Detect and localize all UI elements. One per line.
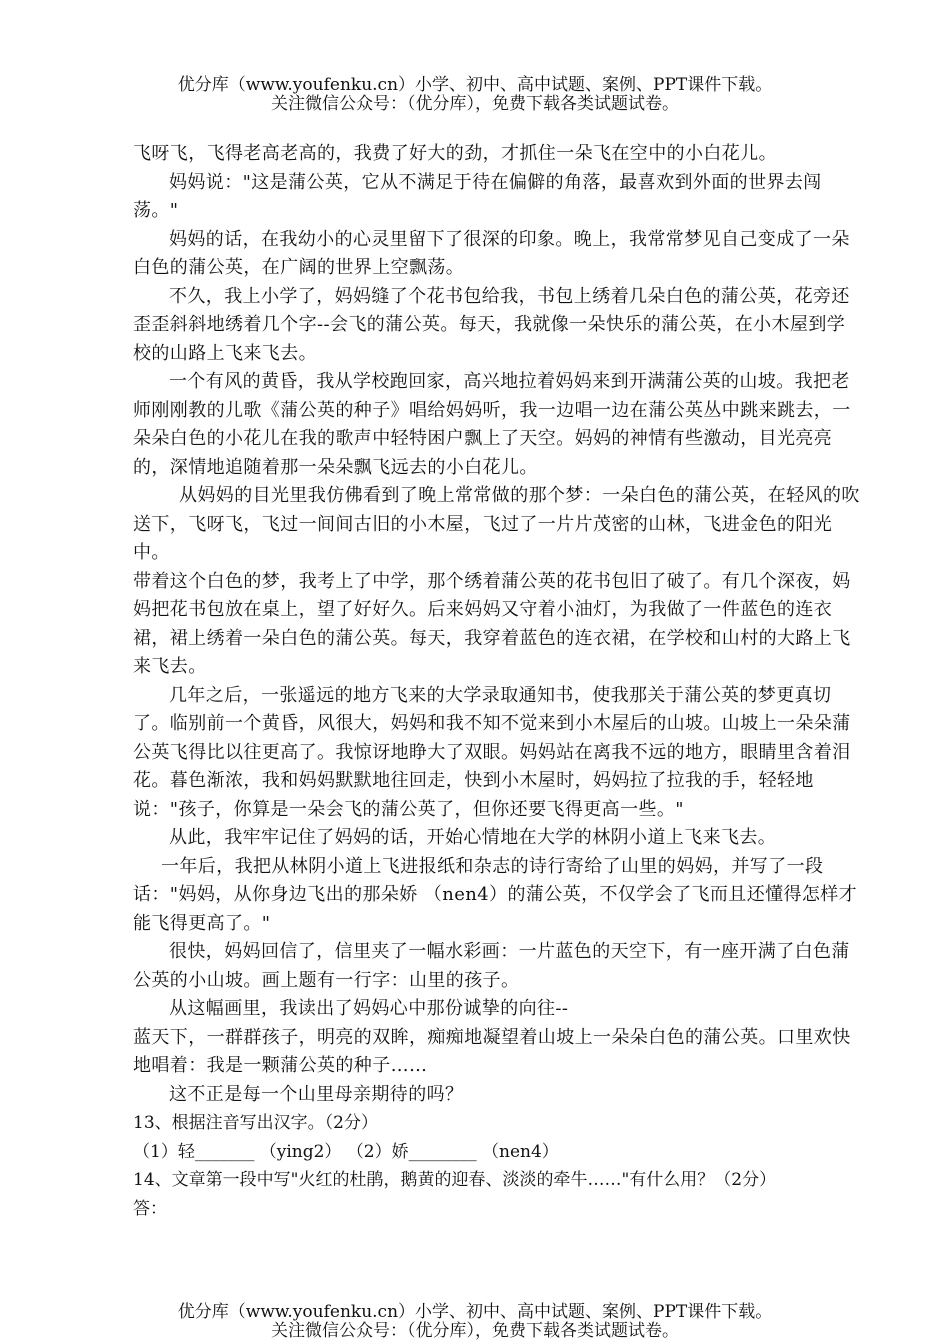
paragraph-2: 妈妈说："这是蒲公英，它从不满足于待在偏僻的角落，最喜欢到外面的世界去闯荡。"	[133, 171, 822, 221]
question-13-items: （1）轻_______ （ying2） （2）娇________ （nen4）	[133, 1141, 559, 1162]
footer-line-1: 优分库（www.youfenku.cn）小学、初中、高中试题、案例、PPT课件下载。	[177, 1302, 773, 1322]
paragraph-14: 这不正是每一个山里母亲期待的吗？	[169, 1083, 464, 1105]
paragraph-4: 不久，我上小学了，妈妈缝了个花书包给我，书包上绣着几朵白色的蒲公英，花旁还歪歪斜斜地绣着几个字--会飞的蒲公英。每天，我就像一朵快乐的蒲公英，在小木屋到学校的山路上飞来飞去。	[133, 285, 850, 364]
paragraph-12: 从这幅画里，我读出了妈妈心中那份诚挚的向往--	[169, 998, 569, 1019]
paragraph-1: 飞呀飞，飞得老高老高的，我费了好大的劲，才抓住一朵飞在空中的小白花儿。	[133, 143, 777, 164]
page-footer	[0, 1303, 950, 1341]
paragraph-5: 一个有风的黄昏，我从学校跑回家，高兴地拉着妈妈来到开满蒲公英的山坡。我把老师刚刚教的儿歌《蒲公英的种子》唱给妈妈听，我一边唱一边在蒲公英丛中跳来跳去，一朵朵白色的小花儿在我的歌声中轻特困户飘上了天空。妈妈的神情有些激动，目光亮亮的，深情地追随着那一朵朵飘飞远去的小白花儿。	[133, 371, 851, 478]
paragraph-8: 几年之后，一张遥远的地方飞来的大学录取通知书，使我那关于蒲公英的梦更真切了。临别前一个黄昏，风很大，妈妈和我不知不觉来到小木屋后的山坡。山坡上一朵朵蒲公英飞得比以往更高了。我惊讶地睁大了双眼。妈妈站在离我不远的地方，眼睛里含着泪花。暮色渐浓，我和妈妈默默地往回走，快到小木屋时，妈妈拉了拉我的手，轻轻地说："孩子，你算是一朵会飞的蒲公英了，但你还要飞得更高一些。"	[133, 684, 851, 820]
paragraph-9: 从此，我牢牢记住了妈妈的话，开始心情地在大学的林阴小道上飞来飞去。	[169, 827, 777, 848]
header-line-1: 优分库（www.youfenku.cn）小学、初中、高中试题、案例、PPT课件下载。	[177, 75, 773, 95]
paragraph-11: 很快，妈妈回信了，信里夹了一幅水彩画：一片蓝色的天空下，有一座开满了白色蒲公英的小山坡。画上题有一行字：山里的孩子。	[133, 941, 850, 991]
paragraph-7: 带着这个白色的梦，我考上了中学，那个绣着蒲公英的花书包旧了破了。有几个深夜，妈妈把花书包放在桌上，望了好好久。后来妈妈又守着小油灯，为我做了一件蓝色的连衣裙，裙上绣着一朵白色的蒲公英。每天，我穿着蓝色的连衣裙，在学校和山村的大路上飞来飞去。	[133, 570, 851, 677]
article-body	[133, 140, 863, 1223]
answer-label: 答：	[133, 1198, 167, 1219]
page-header	[0, 76, 950, 114]
paragraph-3: 妈妈的话，在我幼小的心灵里留下了很深的印象。晚上，我常常梦见自己变成了一朵白色的蒲公英，在广阔的世界上空飘荡。	[133, 228, 850, 278]
question-14: 14、文章第一段中写"火红的杜鹃，鹅黄的迎春、淡淡的牵牛……"有什么用？（2分）	[133, 1170, 777, 1190]
paragraph-10: 一年后，我把从林阴小道上飞进报纸和杂志的诗行寄给了山里的妈妈，并写了一段话："妈妈，从你身边飞出的那朵娇 （nen4）的蒲公英，不仅学会了飞而且还懂得怎样才能飞得更高了。"	[133, 855, 858, 934]
footer-line-2: 关注微信公众号：（优分库），免费下载各类试题试卷。	[271, 1321, 679, 1341]
question-13: 13、根据注音写出汉字。（2分）	[133, 1113, 378, 1133]
paragraph-13: 蓝天下，一群群孩子，明亮的双眸，痴痴地凝望着山坡上一朵朵白色的蒲公英。口里欢快地唱着：我是一颗蒲公英的种子……	[133, 1026, 851, 1076]
paragraph-6: 从妈妈的目光里我仿佛看到了晚上常常做的那个梦：一朵白色的蒲公英，在轻风的吹送下，飞呀飞，飞过一间间古旧的小木屋，飞过了一片片茂密的山林，飞进金色的阳光中。	[133, 485, 860, 563]
header-line-2: 关注微信公众号：（优分库），免费下载各类试题试卷。	[271, 94, 679, 114]
